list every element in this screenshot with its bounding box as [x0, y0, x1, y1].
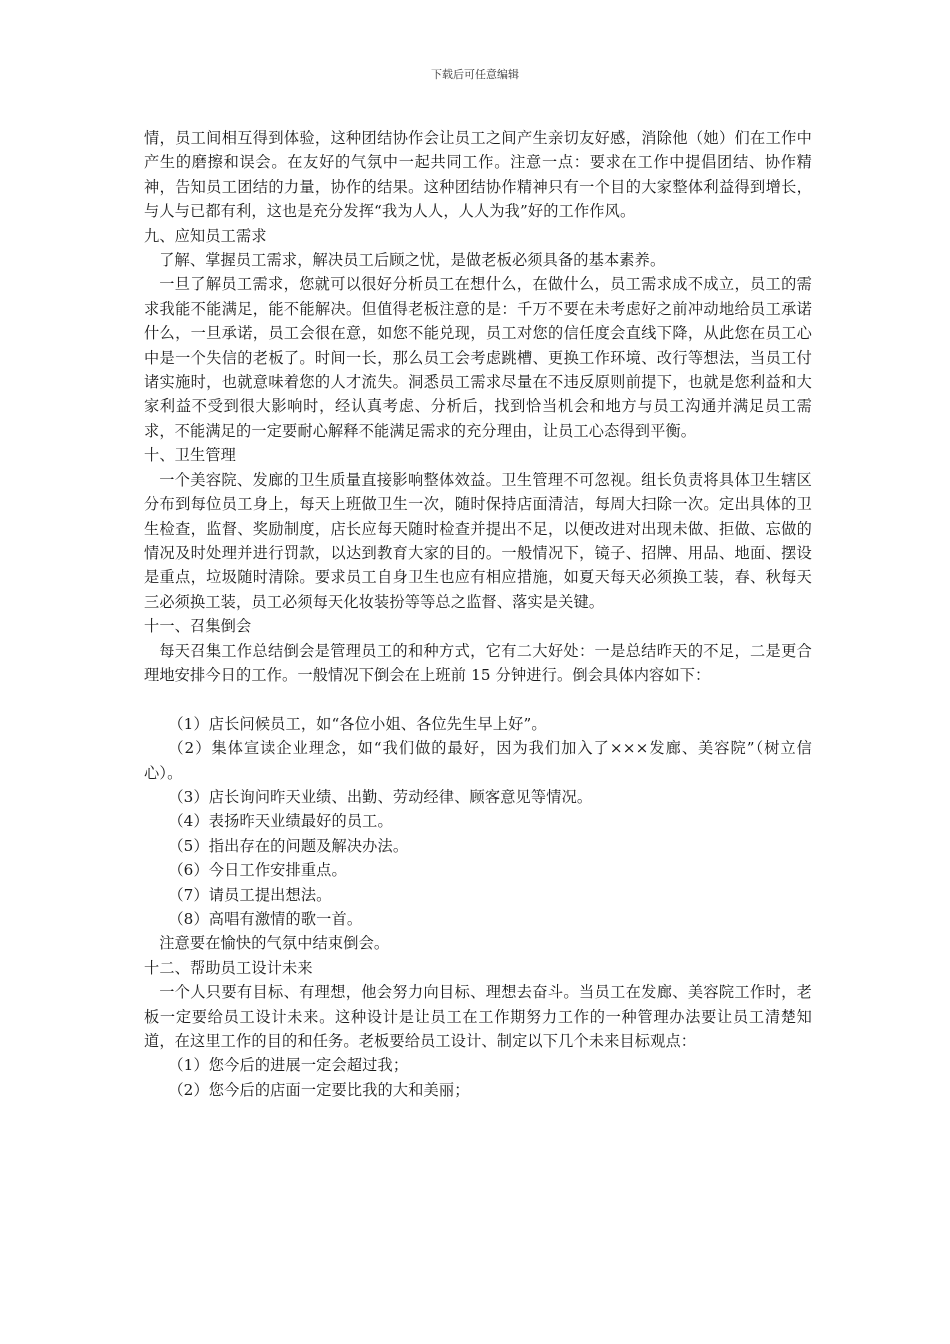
paragraph: 了解、掌握员工需求，解决员工后顾之忧，是做老板必须具备的基本素养。 — [159, 251, 666, 270]
list-item: （1）店长问候员工，如“各位小姐、各位先生早上好”。 — [168, 714, 547, 733]
list-item: （3）店长询问昨天业绩、出勤、劳动经律、顾客意见等情况。 — [168, 787, 593, 806]
blank-line — [144, 687, 812, 711]
document-body — [144, 126, 812, 1102]
list-item: （2）您今后的店面一定要比我的大和美丽； — [168, 1080, 470, 1099]
section-heading-12: 十二、帮助员工设计未来 — [144, 958, 313, 977]
list-item: （5）指出存在的问题及解决办法。 — [168, 836, 409, 855]
list-item: （2）集体宣读企业理念，如“我们做的最好，因为我们加入了×××发廊、美容院”（树立信心）。 — [144, 739, 812, 782]
list-item: （7）请员工提出想法。 — [168, 885, 332, 904]
paragraph: 一个人只要有目标、有理想，他会努力向目标、理想去奋斗。当员工在发廊、美容院工作时，老板一定要给员工设计未来。这种设计是让员工在工作期努力工作的一种管理办法要让员工清楚知道，在这里工作的目的和任务。老板要给员工设计、制定以下几个未来目标观点： — [144, 983, 812, 1051]
section-heading-10: 十、卫生管理 — [144, 446, 237, 465]
paragraph: 每天召集工作总结倒会是管理员工的和种方式，它有二大好处：一是总结昨天的不足，二是更合理地安排今日的工作。一般情况下倒会在上班前 15 分钟进行。倒会具体内容如下： — [144, 641, 812, 684]
section-heading-11: 十一、召集倒会 — [144, 617, 252, 636]
list-item: （8）高唱有激情的歌一首。 — [168, 909, 363, 928]
paragraph-team-spirit: 情，员工间相互得到体验，这种团结协作会让员工之间产生亲切友好感，消除他（她）们在工作中产生的磨擦和误会。在友好的气氛中一起共同工作。注意一点：要求在工作中提倡团结、协作精神，告知员工团结的力量，协作的结果。这种团结协作精神只有一个目的大家整体利益得到增长，与人与已都有利，这也是充分发挥“我为人人，人人为我”好的工作作风。 — [144, 129, 812, 221]
paragraph: 注意要在愉快的气氛中结束倒会。 — [159, 934, 390, 953]
paragraph: 一旦了解员工需求，您就可以很好分析员工在想什么，在做什么，员工需求成不成立，员工的需求我能不能满足，能不能解决。但值得老板注意的是：千万不要在未考虑好之前冲动地给员工承诺什么，一旦承诺，员工会很在意，如您不能兑现，员工对您的信任度会直线下降，从此您在员工心中是一个失信的老板了。时间一长，那么员工会考虑跳槽、更换工作环境、改行等想法，当员工付诸实施时，也就意味着您的人才流失。洞悉员工需求尽量在不违反原则前提下，也就是您利益和大家利益不受到很大影响时，经认真考虑、分析后，找到恰当机会和地方与员工沟通并满足员工需求，不能满足的一定要耐心解释不能满足需求的充分理由，让员工心态得到平衡。 — [144, 275, 812, 440]
list-item: （6）今日工作安排重点。 — [168, 861, 347, 880]
list-item: （1）您今后的进展一定会超过我； — [168, 1056, 409, 1075]
paragraph: 一个美容院、发廊的卫生质量直接影响整体效益。卫生管理不可忽视。组长负责将具体卫生辖区分布到每位员工身上，每天上班做卫生一次，随时保持店面清洁，每周大扫除一次。定出具体的卫生检查，监督、奖励制度，店长应每天随时检查并提出不足，以便改进对出现未做、拒做、忘做的情况及时处理并进行罚款，以达到教育大家的目的。一般情况下，镜子、招牌、用品、地面、摆设是重点，垃圾随时清除。要求员工自身卫生也应有相应措施，如夏天每天必须换工装，春、秋每天三必须换工装，员工必须每天化妆装扮等等总之监督、落实是关键。 — [144, 470, 812, 611]
list-item: （4）表扬昨天业绩最好的员工。 — [168, 812, 393, 831]
page-header: 下载后可任意编辑 — [431, 68, 519, 81]
section-heading-9: 九、应知员工需求 — [144, 226, 267, 245]
